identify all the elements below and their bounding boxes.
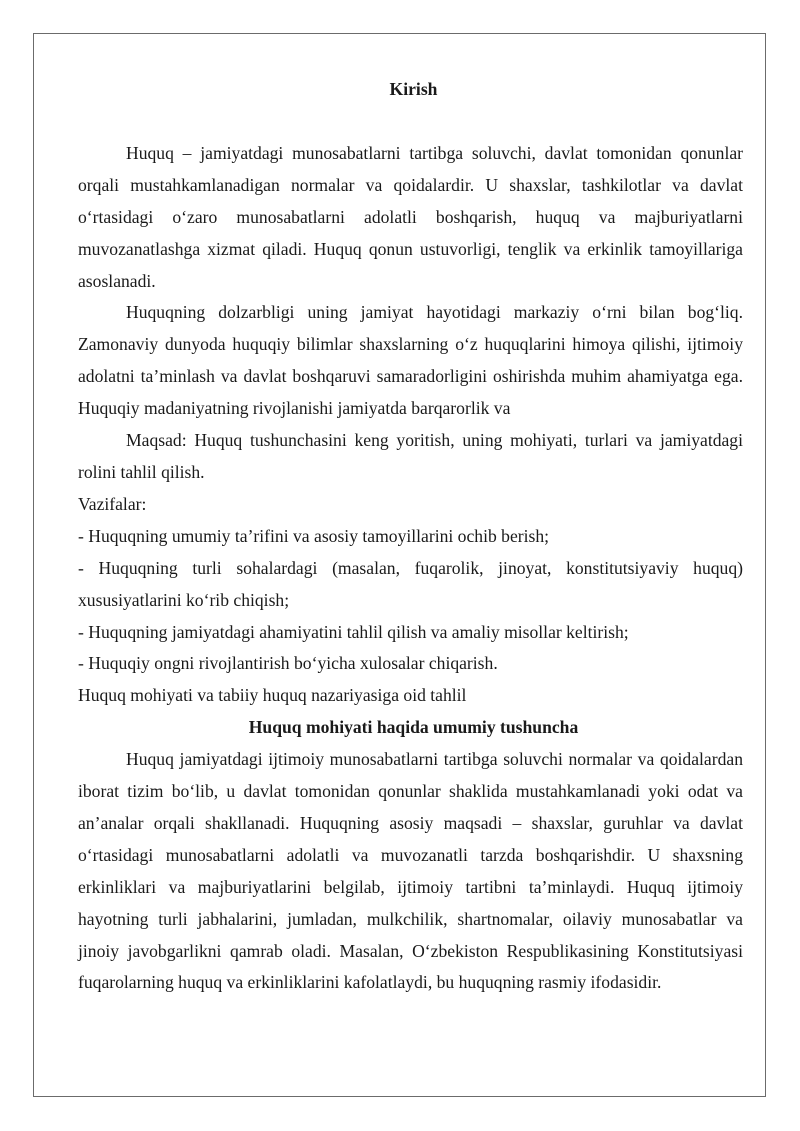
intro-paragraph: Huquq – jamiyatdagi munosabatlarni tartibga soluvchi, davlat tomonidan qonunlar orqali mustahkamlanadigan normalar va qoidalardir. U shaxslar, tashkilotlar va davlat o‘rtasidagi o‘zaro munosabatlarni adolatli boshqarish, huquq va majburiyatlarni muvozanatlashga xizmat qiladi. Huquq qonun ustuvorligi, tenglik va erkinlik tamoyillariga asoslanadi. — [78, 142, 743, 291]
tasks-heading: Vazifalar: — [78, 493, 147, 514]
section-paragraph: Huquq jamiyatdagi ijtimoiy munosabatlarni tartibga soluvchi normalar va qoidalardan iborat tizim bo‘lib, u davlat tomonidan qonunlar shaklida mustahkamlanadi yoki odat va an’analar orqali shakllanadi. Huquqning asosiy maqsadi – shaxslar, guruhlar va davlat o‘rtasidagi munosabatlarni adolatli va muvozanatli tarzda boshqarishdir. U shaxsning erkinliklari va majburiyatlarini belgilab, ijtimoiy tartibni ta’minlaydi. Huquq ijtimoiy hayotning turli jabhalarini, jumladan, mulkchilik, shartnomalar, oilaviy munosabatlar va jinoiy javobgarlikni qamrab oladi. Masalan, O‘zbekiston Respublikasining Konstitutsiyasi fuqarolarning huquq va erkinliklarini kafolatlaydi, bu huquqning rasmiy ifodasidir. — [78, 749, 743, 993]
task-item: - Huquqiy ongni rivojlantirish bo‘yicha xulosalar chiqarish. — [78, 653, 498, 674]
task-item: - Huquqning turli sohalardagi (masalan, fuqarolik, jinoyat, konstitutsiyaviy huquq) xususiyatlarini ko‘rib chiqish; — [78, 557, 743, 610]
goal-paragraph: Maqsad: Huquq tushunchasini keng yoritish, uning mohiyati, turlari va jamiyatdagi rolini tahlil qilish. — [78, 430, 743, 482]
section-title: Huquq mohiyati haqida umumiy tushuncha — [248, 717, 579, 738]
section-line: Huquq mohiyati va tabiiy huquq nazariyasiga oid tahlil — [78, 685, 467, 706]
relevance-paragraph: Huquqning dolzarbligi uning jamiyat hayotidagi markaziy o‘rni bilan bog‘liq. Zamonaviy dunyoda huquqiy bilimlar shaxslarning o‘z huquqlarini himoya qilishi, ijtimoiy adolatni ta’minlash va davlat boshqaruvi samaradorligini oshirishda muhim ahamiyatga ega. Huquqiy madaniyatning rivojlanishi jamiyatda barqarorlik va — [78, 302, 743, 419]
task-item: - Huquqning umumiy ta’rifini va asosiy tamoyillarini ochib berish; — [78, 525, 550, 546]
document-page — [33, 33, 766, 1097]
task-item: - Huquqning jamiyatdagi ahamiyatini tahlil qilish va amaliy misollar keltirish; — [78, 621, 629, 642]
document-content — [78, 74, 743, 999]
document-title: Kirish — [389, 79, 438, 99]
